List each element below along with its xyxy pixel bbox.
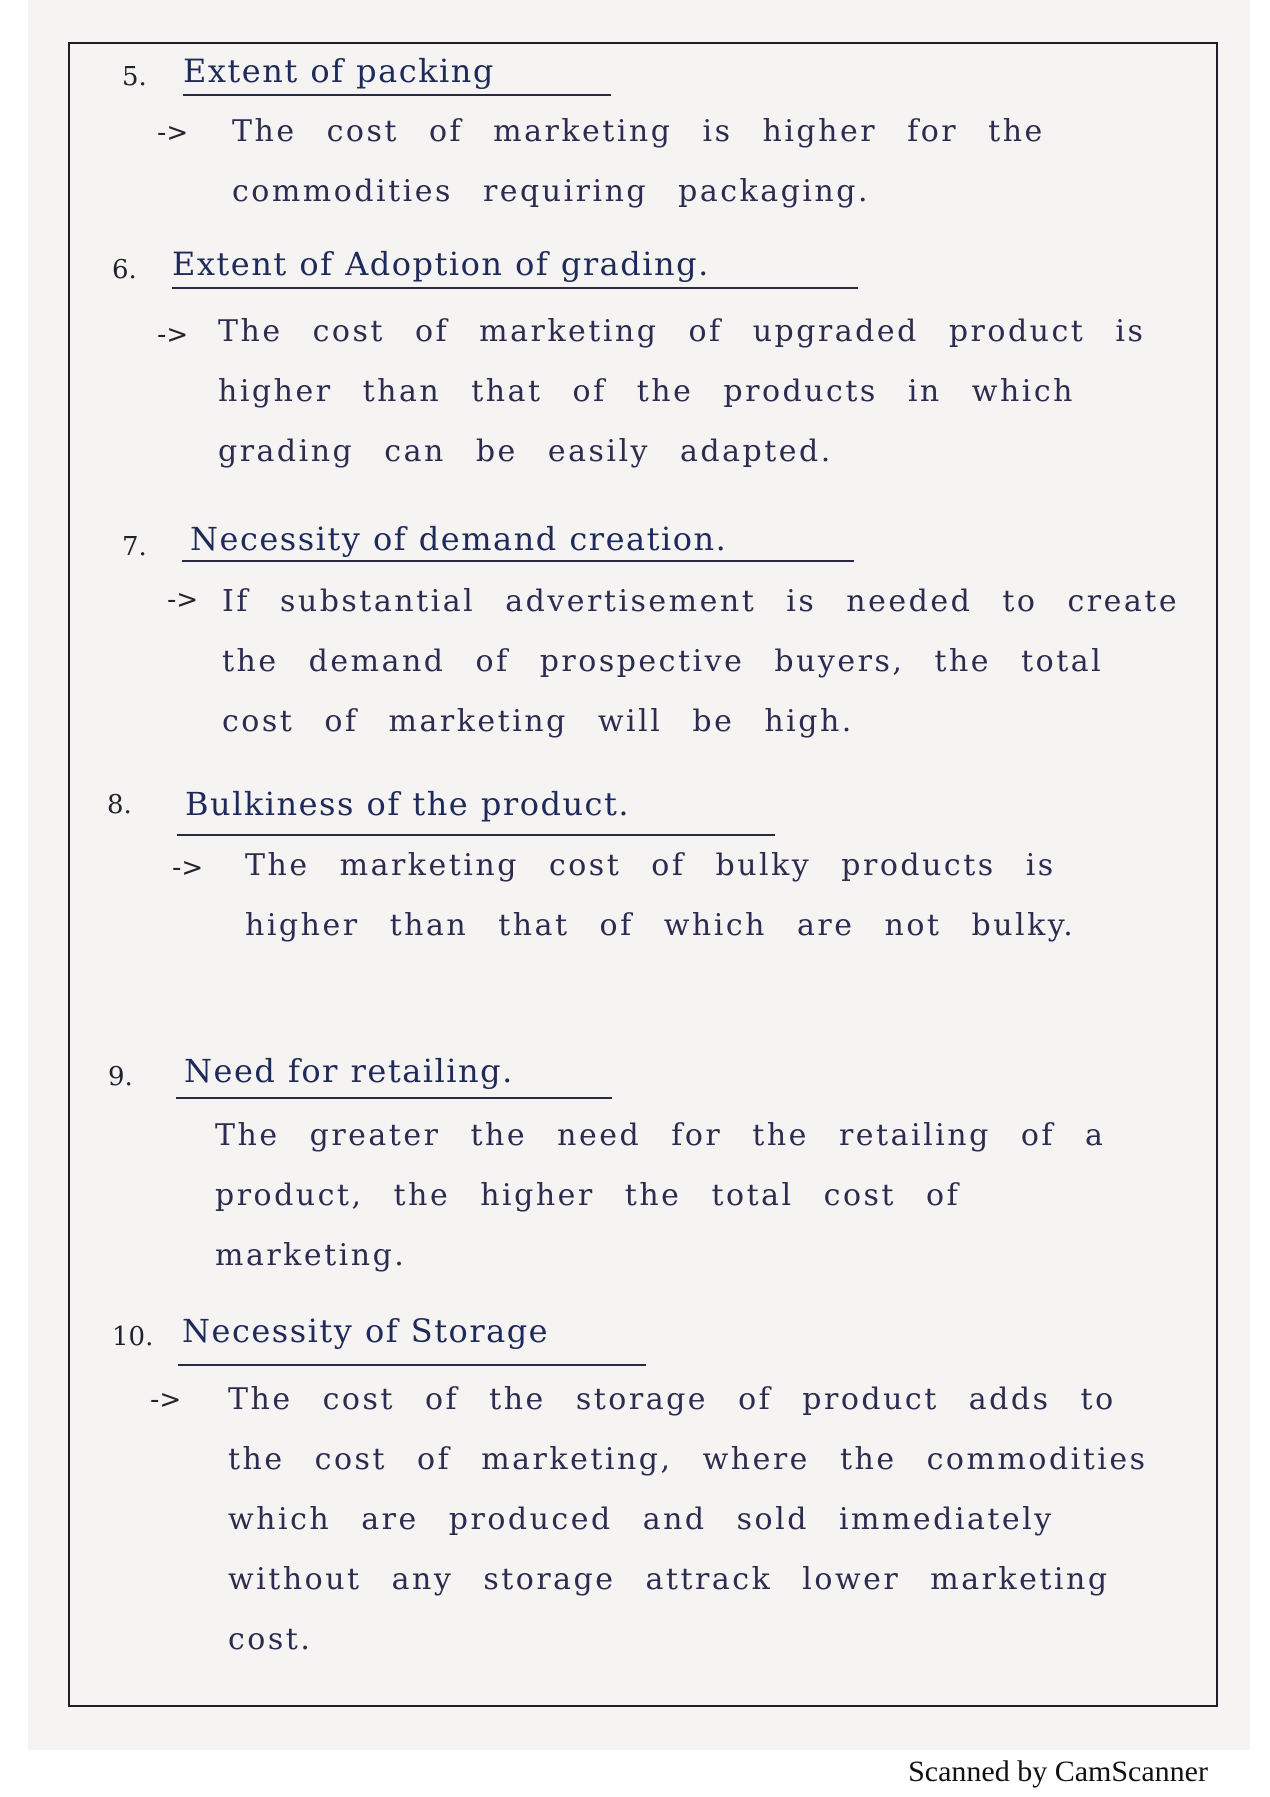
section-body: The cost of marketing is higher for the commodities requiring packaging.: [232, 114, 1045, 209]
arrow-icon: ->: [167, 585, 199, 615]
section-body: If substantial advertisement is needed to create the demand of prospective buyers, the total cost of marketing will be high.: [222, 584, 1180, 739]
heading-underline: [172, 287, 858, 289]
section-number: 5.: [122, 62, 147, 92]
arrow-icon: ->: [157, 320, 189, 350]
arrow-icon: ->: [150, 1385, 182, 1415]
section-body: The greater the need for the retailing of a product, the higher the total cost of marketing.: [215, 1118, 1106, 1273]
heading-underline: [178, 1364, 646, 1366]
section-body: The marketing cost of bulky products is higher than that of which are not bulky.: [245, 848, 1076, 943]
section-number: 8.: [107, 790, 132, 820]
section-heading: Extent of packing: [183, 52, 495, 90]
scanner-watermark: Scanned by CamScanner: [908, 1755, 1208, 1788]
section-body: The cost of the storage of product adds to the cost of marketing, where the commodities which are produced and sold immediately without any storage attrack lower marketing cost.: [228, 1382, 1148, 1657]
section-number: 6.: [112, 255, 137, 285]
arrow-icon: ->: [157, 118, 189, 148]
section-number: 7.: [122, 532, 147, 562]
heading-underline: [176, 1097, 612, 1099]
section-heading: Necessity of demand creation.: [190, 520, 728, 558]
section-heading: Extent of Adoption of grading.: [172, 245, 710, 283]
section-number: 10.: [112, 1322, 154, 1352]
arrow-icon: ->: [172, 853, 204, 883]
section-body: The cost of marketing of upgraded product is higher than that of the products in which grading can be easily adapted.: [218, 314, 1146, 469]
section-heading: Bulkiness of the product.: [185, 785, 630, 823]
section-heading: Necessity of Storage: [182, 1312, 550, 1350]
section-number: 9.: [108, 1062, 133, 1092]
heading-underline: [182, 560, 854, 562]
section-heading: Need for retailing.: [184, 1052, 514, 1090]
heading-underline: [183, 94, 611, 96]
